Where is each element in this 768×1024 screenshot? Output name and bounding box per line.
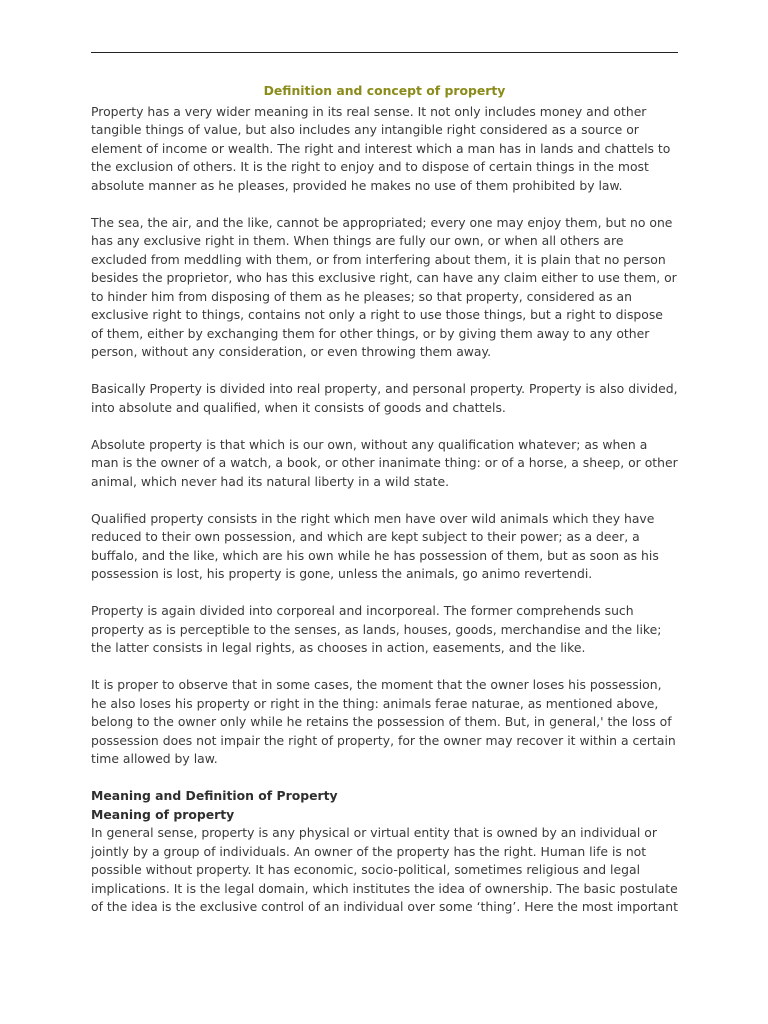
- paragraph-4: Absolute property is that which is our own, without any qualification whatever; as when a man is the owner of a watch, a book, or other inanimate thing: or of a horse, a sheep, or other animal, which never had its natural liberty in a wild state.: [91, 436, 678, 489]
- paragraph-6: Property is again divided into corporeal and incorporeal. The former comprehends such property as is perceptible to the senses, as lands, houses, goods, merchandise and the like; the latter consists in legal rights, as chooses in action, easements, and the like.: [91, 603, 662, 655]
- paragraph-1: Property has a very wider meaning in its real sense. It not only includes money and other tangible things of value, but also includes any intangible right considered as a source or element of income or wealth. The right and interest which a man has in lands and chattels to the exclusion of others. It is the right to enjoy and to dispose of certain things in the most absolute manner as he pleases, provided he makes no use of them prohibited by law.: [91, 103, 671, 193]
- paragraph-8: In general sense, property is any physical or virtual entity that is owned by an individual or jointly by a group of individuals. An owner of the property has the right. Human life is not possible without property. It has economic, socio-political, sometimes religious and legal implications. It is the legal domain, which institutes the idea of ownership. The basic postulate of the idea is the exclusive control of an individual over some ‘thing’. Here the most important: [91, 825, 678, 914]
- document-title: Definition and concept of property: [263, 83, 506, 98]
- paragraph-2: The sea, the air, and the like, cannot be appropriated; every one may enjoy them, but no one has any exclusive right in them. When things are fully our own, or when all others are excluded from meddling with them, or from interfering about them, it is plain that no person besides the proprietor, who has this exclusive right, can have any claim either to use them, or to hinder him from disposing of them as he pleases; so that property, considered as an exclusive right to things, contains not only a right to use those things, but a right to dispose of them, either by exchanging them for other things, or by giving them away to any other person, without any consideration, or even throwing them away.: [91, 214, 677, 359]
- paragraph-3: Basically Property is divided into real property, and personal property. Property is also divided, into absolute and qualified, when it consists of goods and chattels.: [91, 381, 678, 415]
- section-heading: Meaning and Definition of Property: [91, 788, 338, 803]
- paragraph-5: Qualified property consists in the right which men have over wild animals which they have reduced to their own possession, and which are kept subject to their power; as a deer, a buffalo, and the like, which are his own while he has possession of them, but as soon as his possession is lost, his property is gone, unless the animals, go animo revertendi.: [91, 510, 659, 581]
- subheading: Meaning of property: [91, 806, 235, 822]
- paragraph-7: It is proper to observe that in some cases, the moment that the owner loses his possession, he also loses his property or right in the thing: animals ferae naturae, as mentioned above, belong to the owner only while he retains the possession of them. But, in general,' the loss of possession does not impair the right of property, for the owner may recover it within a certain time allowed by law.: [91, 677, 676, 766]
- top-divider: [91, 52, 678, 53]
- document-content: [91, 82, 678, 917]
